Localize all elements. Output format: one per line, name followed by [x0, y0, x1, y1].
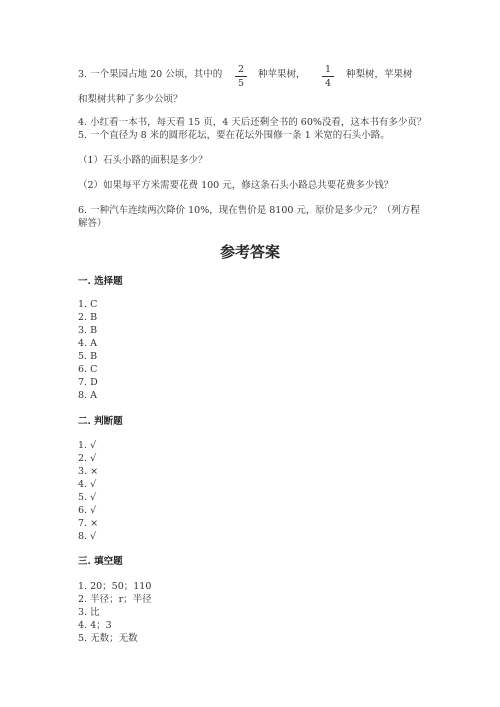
answer-item: 3. B — [78, 325, 98, 336]
answer-item: 4. 4；3 — [78, 620, 112, 631]
answer-item: 8. A — [78, 390, 97, 401]
answer-item: 7. D — [78, 377, 98, 388]
question-5: 5. 一个直径为 8 米的圆形花坛，要在花坛外围修一条 1 米宽的石头小路。 — [78, 130, 390, 141]
answer-item: 2. B — [78, 312, 98, 323]
answer-item: 3. × — [78, 466, 99, 477]
answer-item: 3. 比 — [78, 607, 100, 618]
question-6-line-2: 解答） — [78, 218, 107, 229]
fraction-numerator: 2 — [237, 64, 245, 75]
answers-title: 参考答案 — [219, 243, 280, 261]
answer-item: 4. A — [78, 338, 97, 349]
answer-item: 6. C — [78, 364, 98, 375]
answer-item: 1. √ — [78, 440, 97, 451]
question-6-line-1: 6. 一种汽车连续两次降价 10%，现在售价是 8100 元，原价是多少元？（列方程 — [78, 205, 420, 216]
section-heading-fill-blank: 三. 填空题 — [78, 556, 123, 567]
answer-item: 5. B — [78, 351, 98, 362]
answer-item: 1. C — [78, 299, 98, 310]
question-5-part-2: （2）如果每平方米需要花费 100 元，修这条石头小路总共要花费多少钱？ — [78, 180, 394, 191]
q3-line-2: 和梨树共种了多少公顷？ — [78, 94, 183, 105]
question-5-part-1: （1）石头小路的面积是多少？ — [78, 155, 208, 166]
q3-text-c: 种梨树，苹果树 — [346, 69, 413, 80]
answer-item: 4. √ — [78, 479, 97, 490]
q3-text-b: 种苹果树， — [258, 69, 306, 80]
q3-text-a: 3. 一个果园占地 20 公顷，其中的 — [78, 69, 223, 80]
fraction-bar — [235, 76, 247, 77]
question-4: 4. 小红看一本书，每天看 15 页，4 天后还剩全书的 60%没看，这本书有多少页？ — [78, 117, 427, 128]
fraction-bar — [322, 76, 334, 77]
answer-item: 5. √ — [78, 492, 97, 503]
fraction-numerator: 1 — [324, 64, 332, 75]
answer-item: 5. 无数；无数 — [78, 633, 138, 644]
section-heading-judgment: 二. 判断题 — [78, 416, 123, 427]
fraction-denominator: 5 — [237, 78, 245, 89]
q3-fraction-2 — [322, 64, 334, 89]
section-heading-choice: 一. 选择题 — [78, 276, 123, 287]
q3-fraction-1 — [235, 64, 247, 89]
fraction-denominator: 4 — [324, 78, 332, 89]
answer-item: 8. √ — [78, 531, 97, 542]
answer-item: 2. √ — [78, 453, 97, 464]
answer-item: 2. 半径；r；半径 — [78, 594, 152, 605]
answer-item: 6. √ — [78, 505, 97, 516]
answer-item: 1. 20；50；110 — [78, 581, 152, 592]
answer-item: 7. × — [78, 518, 99, 529]
